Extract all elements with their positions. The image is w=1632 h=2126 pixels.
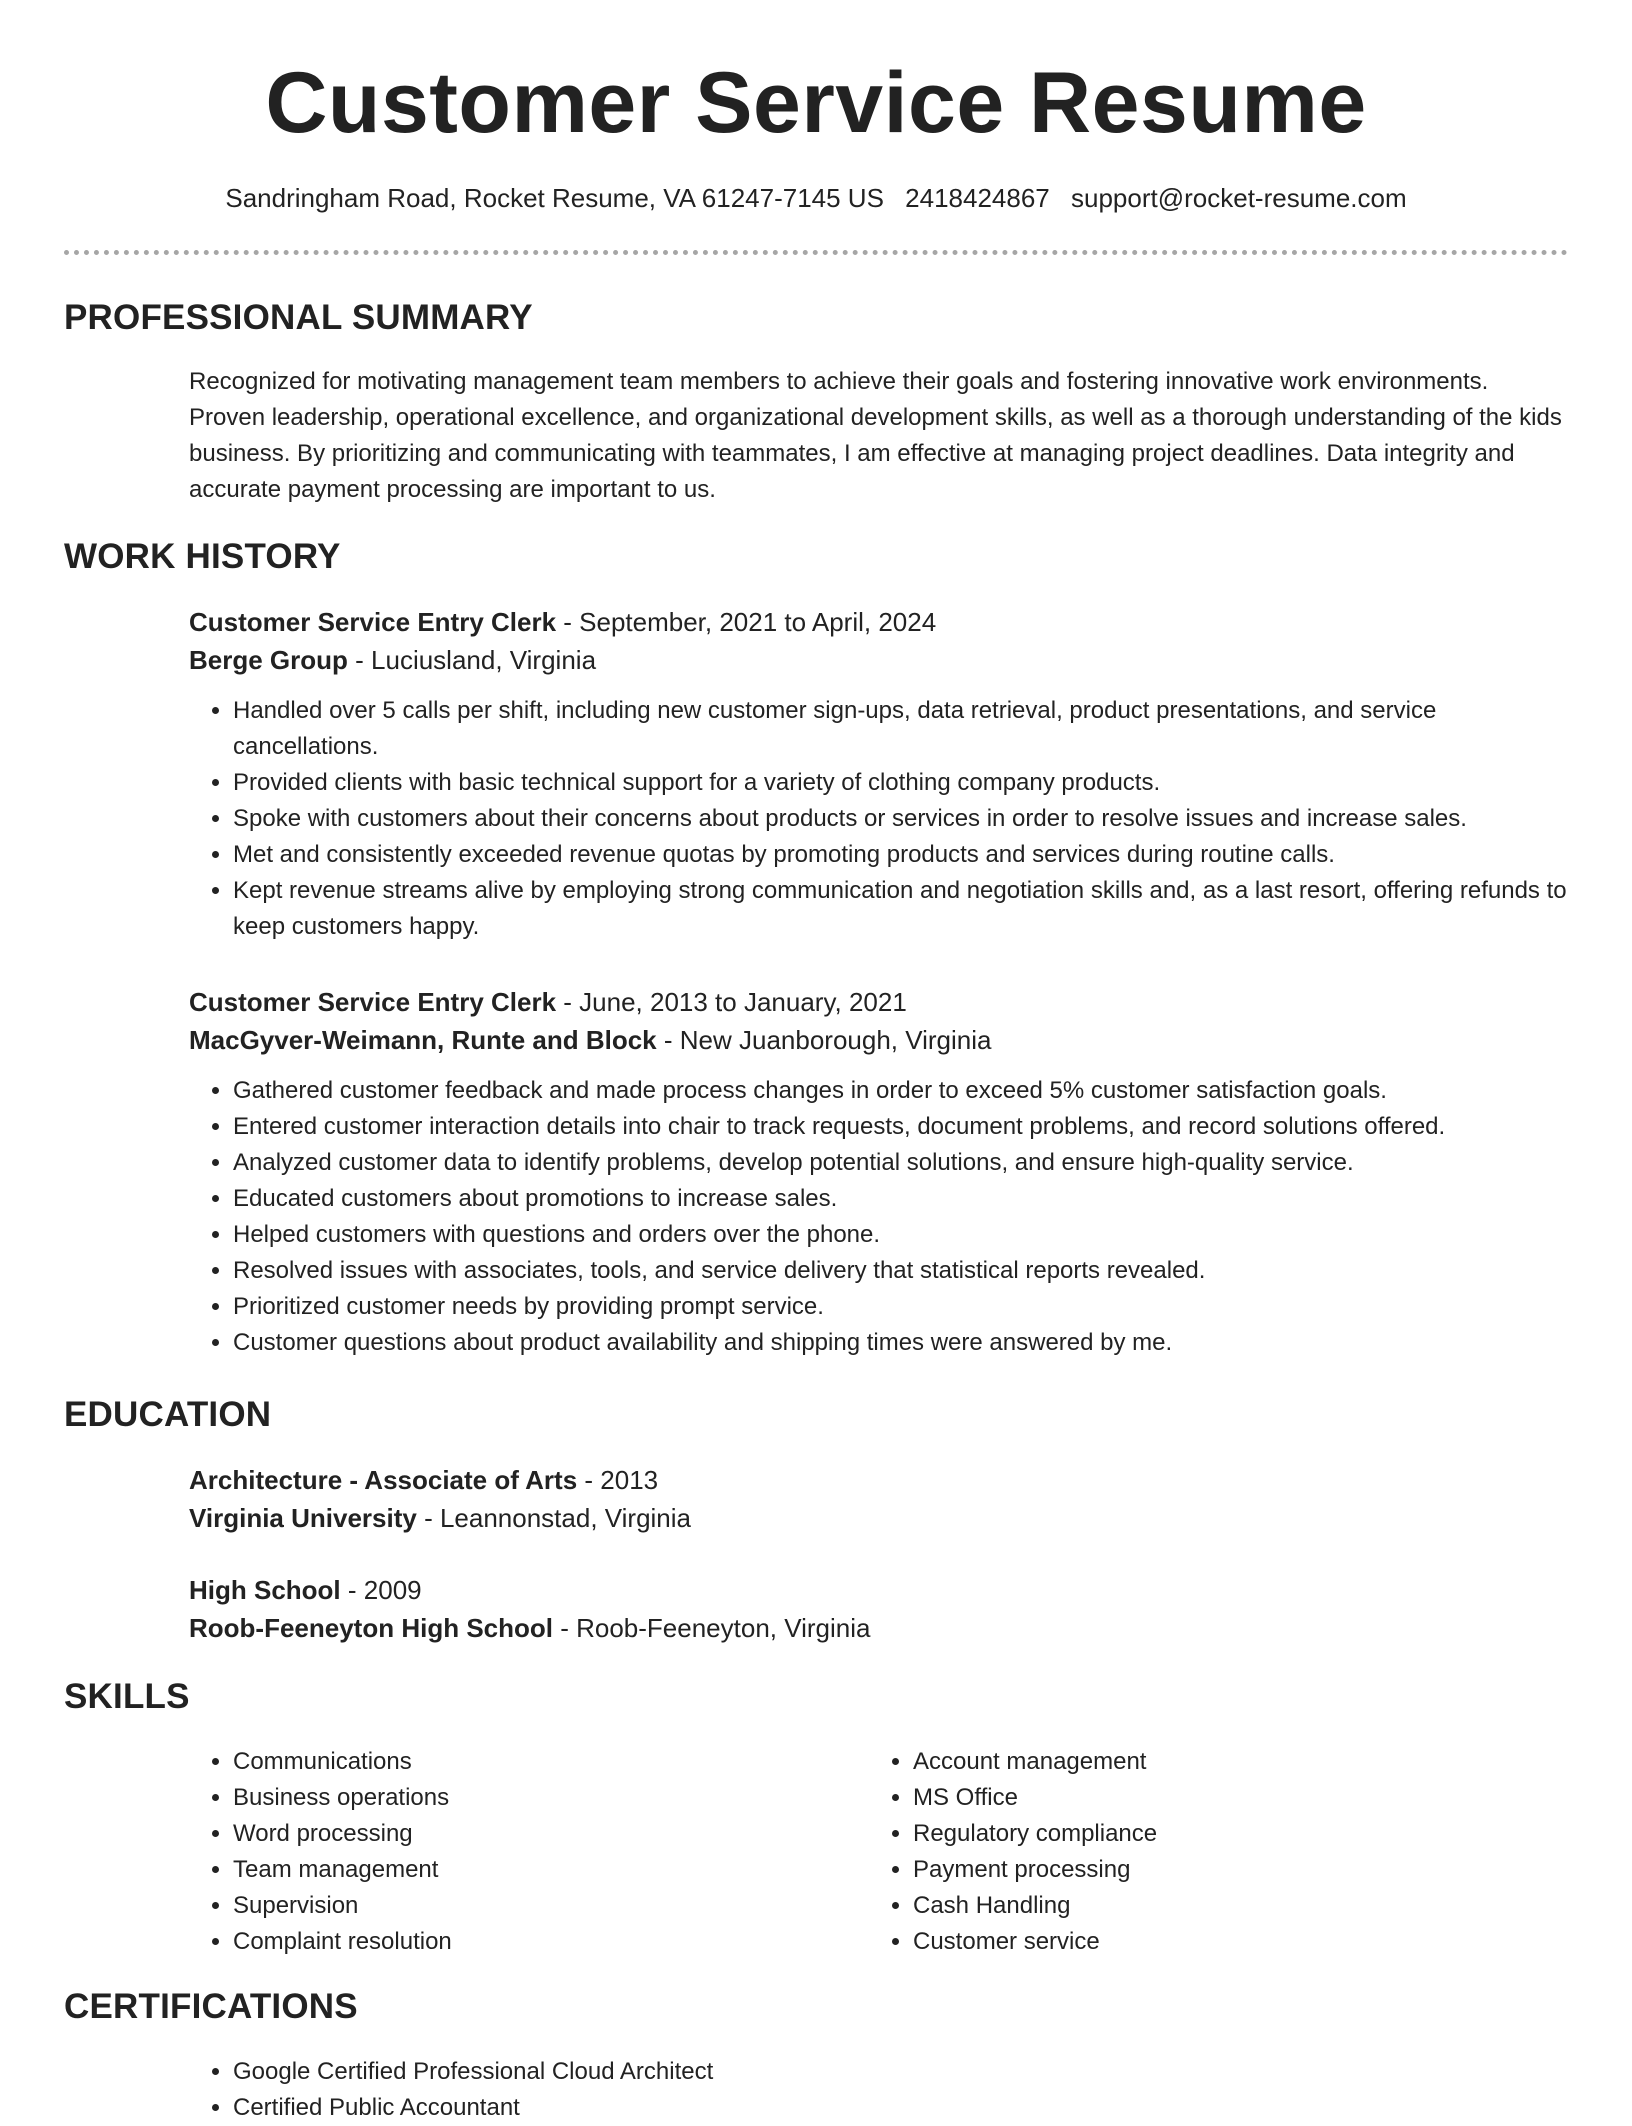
list-item: • Analyzed customer data to identify problems, develop potential solutions, and ensure high-quality service. [233,1145,1569,1181]
list-item: • Helped customers with questions and orders over the phone. [233,1217,1569,1253]
contact-line [0,180,1632,216]
list-item: • Educated customers about promotions to increase sales. [233,1181,1569,1217]
section-title-certifications: CERTIFICATIONS [64,1987,358,2026]
skills-columns [189,1744,1569,1960]
job-2-company: MacGyver-Weimann, Runte and Block [189,1025,657,1055]
education-1-school-line [189,1499,1569,1537]
list-item: • Team management [233,1852,869,1888]
job-2-company-line [189,1021,1569,1059]
education-2-year: - 2009 [340,1575,422,1605]
list-item: • Kept revenue streams alive by employing strong communication and negotiation skills and, as a last resort, offering refunds to keep customers happy. [233,873,1569,945]
skills-left-column [189,1744,869,1960]
header-divider [64,250,1568,255]
section-title-work-history: WORK HISTORY [64,537,341,576]
job-1-title-line [189,603,1569,641]
job-2 [189,983,1569,1361]
list-item: • Entered customer interaction details into chair to track requests, document problems, and record solutions offered. [233,1109,1569,1145]
list-item: • Cash Handling [913,1888,1549,1924]
list-item: • Spoke with customers about their concerns about products or services in order to resolve issues and increase sales. [233,801,1569,837]
education-1-school: Virginia University [189,1503,417,1533]
list-item: • Customer questions about product availability and shipping times were answered by me. [233,1325,1569,1361]
list-item: • Regulatory compliance [913,1816,1549,1852]
education-2-school: Roob-Feeneyton High School [189,1613,553,1643]
job-2-dates: - June, 2013 to January, 2021 [556,987,907,1017]
contact-phone: 2418424867 [905,183,1050,213]
list-item: • Customer service [913,1924,1549,1960]
list-item: • Communications [233,1744,869,1780]
contact-address: Sandringham Road, Rocket Resume, VA 61247-7145 US [225,183,884,213]
certifications-list [189,2054,1569,2126]
list-item: • Handled over 5 calls per shift, including new customer sign-ups, data retrieval, product presentations, and service cancellations. [233,693,1569,765]
education-1-year: - 2013 [577,1465,659,1495]
education-2-degree-line [189,1571,1569,1609]
skills-block [189,1744,1569,1960]
list-item: • Resolved issues with associates, tools, and service delivery that statistical reports revealed. [233,1253,1569,1289]
list-item: • Account management [913,1744,1549,1780]
section-title-skills: SKILLS [64,1677,190,1716]
education-2-school-line [189,1609,1569,1647]
list-item: • Met and consistently exceeded revenue quotas by promoting products and services during routine calls. [233,837,1569,873]
list-item: • Certified Public Accountant [233,2090,1569,2126]
job-1-company-line [189,641,1569,679]
education-1-degree-line [189,1461,1569,1499]
contact-email: support@rocket-resume.com [1071,183,1407,213]
education-1-location: - Leannonstad, Virginia [416,1503,691,1533]
job-2-position: Customer Service Entry Clerk [189,987,557,1017]
list-item: • Complaint resolution [233,1924,869,1960]
list-item: • Prioritized customer needs by providing prompt service. [233,1289,1569,1325]
job-2-bullets [189,1073,1569,1361]
education-entry-1 [189,1461,1569,1537]
education-2-location: - Roob-Feeneyton, Virginia [553,1613,871,1643]
job-1-dates: - September, 2021 to April, 2024 [556,607,937,637]
education-entry-2 [189,1571,1569,1647]
section-title-education: EDUCATION [64,1395,272,1434]
section-title-summary: PROFESSIONAL SUMMARY [64,298,533,337]
summary-block [189,364,1569,508]
summary-text: Recognized for motivating management team members to achieve their goals and fostering innovative work environments. Proven leadership, operational excellence, and organizational development skills, as well as a thorough understanding of the kids business. By prioritizing and communicating with teammates, I am effective at managing project deadlines. Data integrity and accurate payment processing are important to us. [189,368,1562,503]
list-item: • Provided clients with basic technical support for a variety of clothing company products. [233,765,1569,801]
job-2-title-line [189,983,1569,1021]
job-1 [189,603,1569,945]
list-item: • Word processing [233,1816,869,1852]
certifications-block [189,2054,1569,2126]
list-item: • Gathered customer feedback and made process changes in order to exceed 5% customer satisfaction goals. [233,1073,1569,1109]
job-2-location: - New Juanborough, Virginia [656,1025,992,1055]
skills-right-column [869,1744,1549,1960]
resume-title: Customer Service Resume [265,55,1367,151]
job-1-bullets [189,693,1569,945]
list-item: • Supervision [233,1888,869,1924]
job-1-location: - Luciusland, Virginia [347,645,597,675]
list-item: • Google Certified Professional Cloud Architect [233,2054,1569,2090]
education-2-degree: High School [189,1575,341,1605]
list-item: • Business operations [233,1780,869,1816]
education-1-degree: Architecture - Associate of Arts [189,1465,578,1495]
job-1-company: Berge Group [189,645,348,675]
list-item: • MS Office [913,1780,1549,1816]
list-item: • Payment processing [913,1852,1549,1888]
job-1-position: Customer Service Entry Clerk [189,607,557,637]
